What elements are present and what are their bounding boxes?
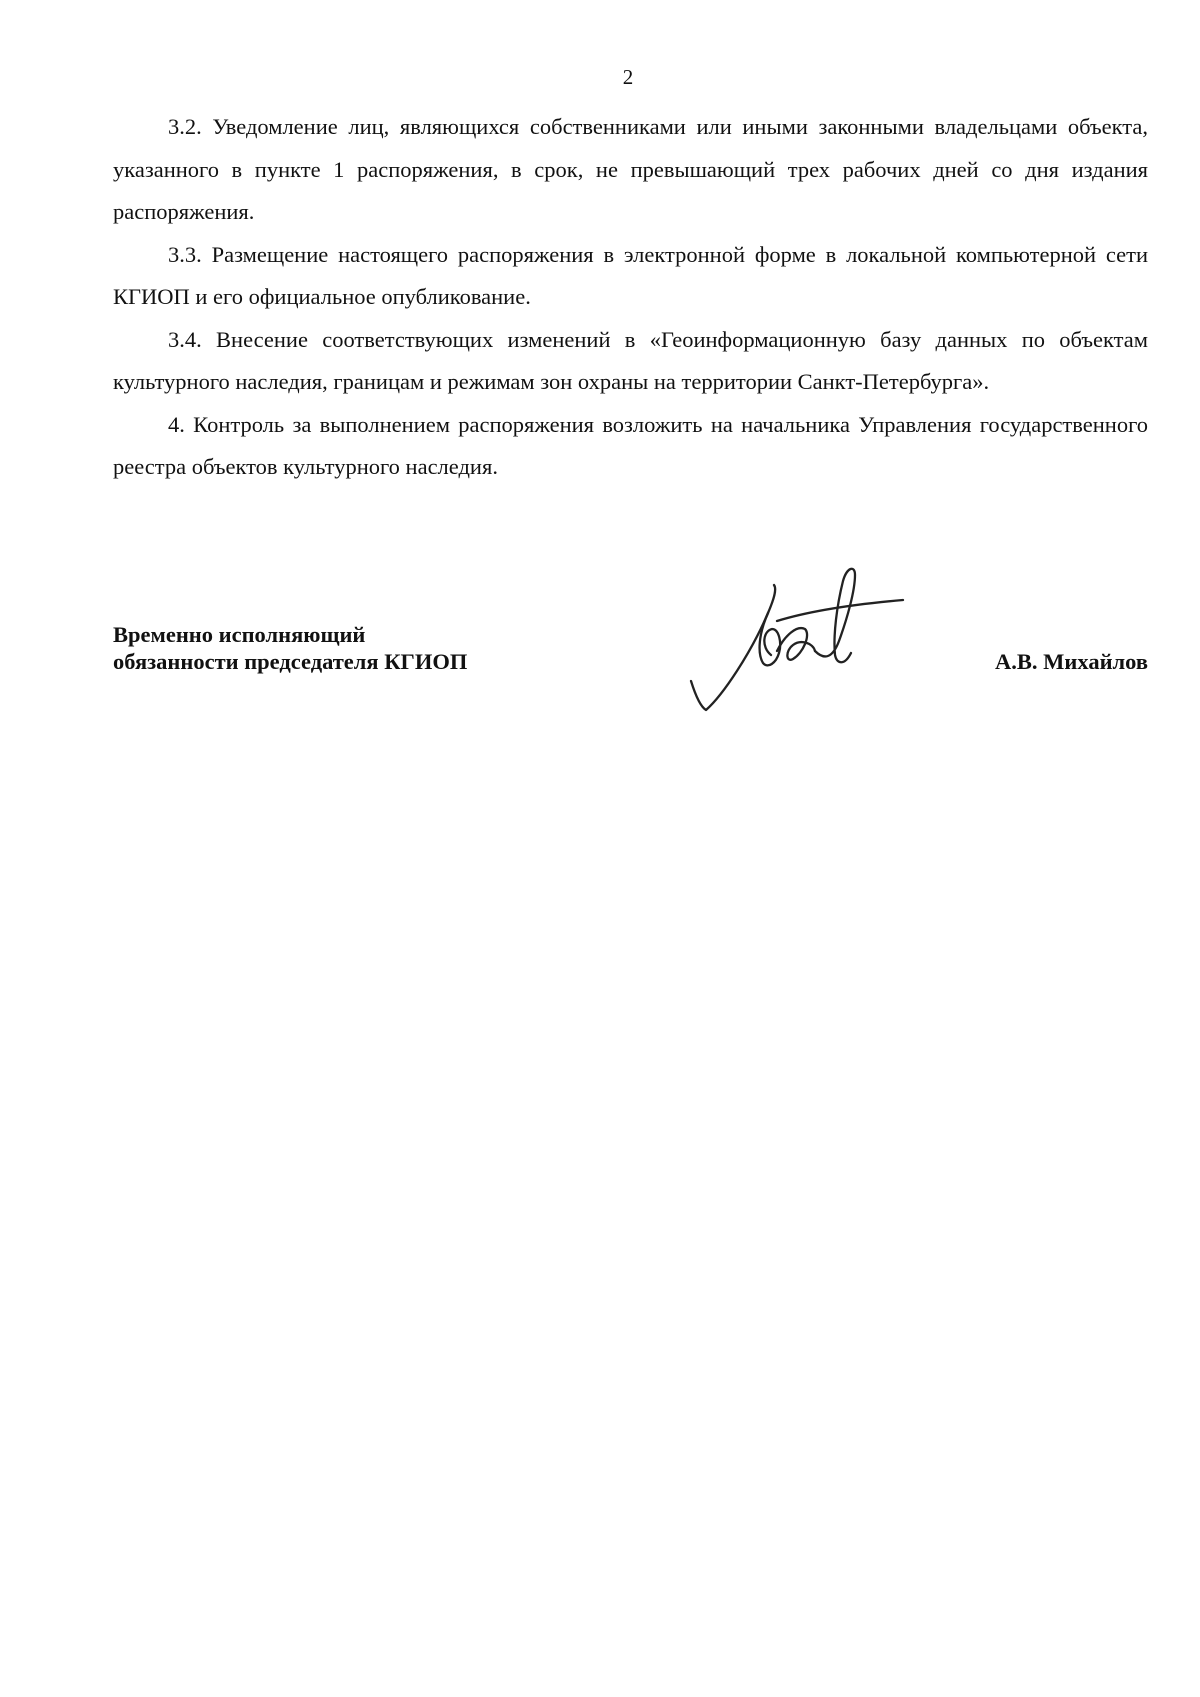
signatory-title-line-1: Временно исполняющий — [113, 622, 366, 647]
document-body — [113, 106, 1148, 489]
signatory-title — [113, 621, 467, 675]
page-number: 2 — [622, 65, 634, 89]
paragraph-3-4: 3.4. Внесение соответствующих изменений в «Геоинформационную базу данных по объектам культурного наследия, границам и режимам зон охраны на территории Санкт-Петербурга». — [113, 326, 1148, 394]
paragraph-4: 4. Контроль за выполнением распоряжения возложить на начальника Управления государственного реестра объектов культурного наследия. — [113, 411, 1148, 479]
handwritten-signature — [673, 555, 919, 715]
signatory-name: А.В. Михайлов — [995, 649, 1148, 674]
paragraph-3-2: 3.2. Уведомление лиц, являющихся собственниками или иными законными владельцами объекта, указанного в пункте 1 распоряжения, в срок, не превышающий трех рабочих дней со дня издания распоряжения. — [113, 114, 1148, 224]
paragraph-3-3: 3.3. Размещение настоящего распоряжения в электронной форме в локальной компьютерной сети КГИОП и его официальное опубликование. — [113, 241, 1148, 309]
signatory-title-line-2: обязанности председателя КГИОП — [113, 649, 468, 674]
